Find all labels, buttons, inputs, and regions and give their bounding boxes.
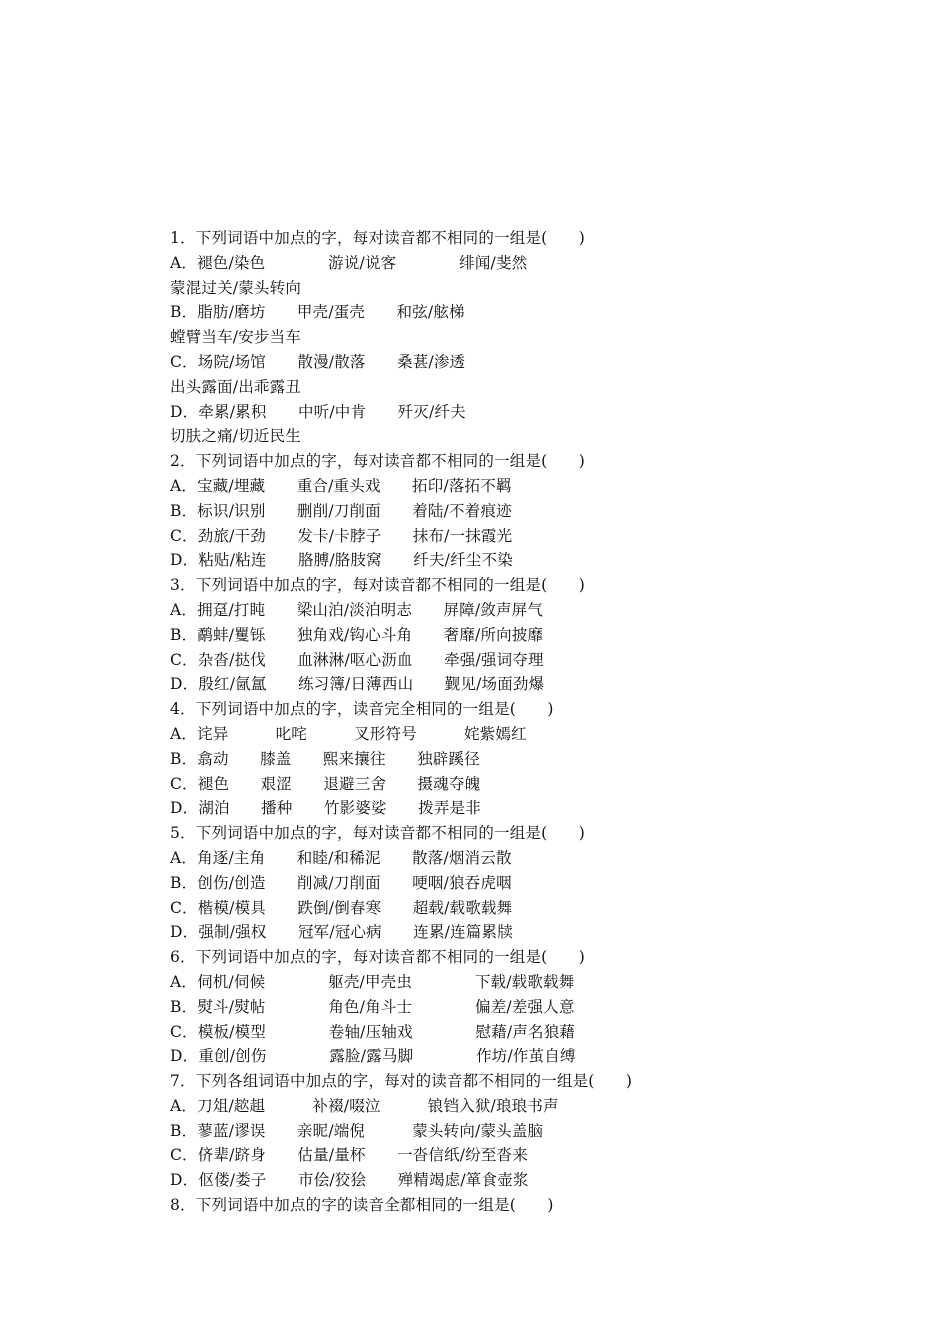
question-7-stem: 7．下列各组词语中加点的字，每对的读音都不相同的一组是( )	[170, 1072, 633, 1091]
question-4-stem: 4．下列词语中加点的字，读音完全相同的一组是( )	[170, 700, 554, 719]
question-4-option-c: C．褪色 艰涩 退避三舍 摄魂夺魄	[170, 774, 481, 793]
question-5-option-a: A．角逐/主角 和睦/和稀泥 散落/烟消云散	[170, 848, 512, 867]
question-1-option-c-cont: 出头露面/出乖露丑	[170, 377, 302, 396]
question-2-option-a: A．宝藏/埋藏 重合/重头戏 拓印/落拓不羁	[170, 476, 512, 495]
question-3-option-c: C．杂沓/挞伐 血淋淋/呕心沥血 牵强/强词夺理	[170, 650, 544, 669]
question-1-option-c: C．场院/场馆 散漫/散落 桑葚/渗透	[170, 352, 466, 371]
question-2-option-b: B．标识/识别 删削/刀削面 着陆/不着痕迹	[170, 501, 512, 520]
question-7-option-c: C．侪辈/跻身 估量/量杯 一沓信纸/纷至沓来	[170, 1146, 529, 1165]
question-7-option-d: D．伛偻/娄子 市侩/狡狯 殚精竭虑/箪食壶浆	[170, 1171, 529, 1190]
question-3-option-a: A．拥趸/打盹 梁山泊/淡泊明志 屏障/敛声屏气	[170, 600, 544, 619]
question-3-option-d: D．殷红/氤氲 练习簿/日薄西山 觐见/场面劲爆	[170, 675, 545, 694]
question-4-option-a: A．诧异 叱咤 叉形符号 姹紫嫣红	[170, 724, 527, 743]
question-4-option-d: D．湖泊 播种 竹影婆娑 拨弄是非	[170, 799, 481, 818]
question-5-option-b: B．创伤/创造 削减/刀削面 哽咽/狼吞虎咽	[170, 873, 512, 892]
question-6-stem: 6．下列词语中加点的字，每对读音都不相同的一组是( )	[170, 948, 586, 967]
question-8-stem: 8．下列词语中加点的字的读音全都相同的一组是( )	[170, 1196, 554, 1215]
question-1-stem: 1．下列词语中加点的字，每对读音都不相同的一组是( )	[170, 229, 586, 247]
question-6-option-d: D．重创/创伤 露脸/露马脚 作坊/作茧自缚	[170, 1047, 576, 1066]
question-1-option-d: D．牵累/累积 中听/中肯 歼灭/纤夫	[170, 402, 466, 421]
question-2-stem: 2．下列词语中加点的字，每对读音都不相同的一组是( )	[170, 452, 586, 471]
question-1-option-d-cont: 切肤之痛/切近民生	[170, 427, 302, 446]
question-1-option-b-cont: 螳臂当车/安步当车	[170, 328, 302, 347]
question-1-option-a-cont: 蒙混过关/蒙头转向	[170, 278, 302, 297]
question-1-option-b: B．脂肪/磨坊 甲壳/蛋壳 和弦/舷梯	[170, 303, 465, 322]
question-7-option-b: B．蓼蓝/谬误 亲昵/端倪 蒙头转向/蒙头盖脑	[170, 1121, 544, 1140]
question-6-option-a: A．伺机/伺候 躯壳/甲壳虫 下载/载歌载舞	[170, 972, 575, 991]
question-1-option-a: A．褪色/染色 游说/说客 绯闻/斐然	[170, 253, 528, 272]
question-3-stem: 3．下列词语中加点的字，每对读音都不相同的一组是( )	[170, 576, 586, 595]
question-5-stem: 5．下列词语中加点的字，每对读音都不相同的一组是( )	[170, 824, 586, 843]
question-2-option-c: C．劲旅/干劲 发卡/卡脖子 抹布/一抹霞光	[170, 526, 513, 545]
question-2-option-d: D．粘贴/粘连 胳膊/胳肢窝 纤夫/纤尘不染	[170, 551, 513, 570]
document-body	[170, 226, 890, 1218]
question-7-option-a: A．刀俎/趑趄 补裰/啜泣 锒铛入狱/琅琅书声	[170, 1096, 559, 1115]
question-3-option-b: B．鹬蚌/矍铄 独角戏/钩心斗角 奢靡/所向披靡	[170, 625, 544, 644]
question-6-option-b: B．熨斗/熨帖 角色/角斗士 偏差/差强人意	[170, 997, 575, 1016]
question-6-option-c: C．模板/模型 卷轴/压轴戏 慰藉/声名狼藉	[170, 1022, 576, 1041]
question-5-option-c: C．楷模/模具 跌倒/倒春寒 超载/载歌载舞	[170, 898, 513, 917]
question-5-option-d: D．强制/强权 冠军/冠心病 连累/连篇累牍	[170, 923, 513, 942]
question-4-option-b: B．翕动 膝盖 熙来攘往 独辟蹊径	[170, 749, 480, 768]
